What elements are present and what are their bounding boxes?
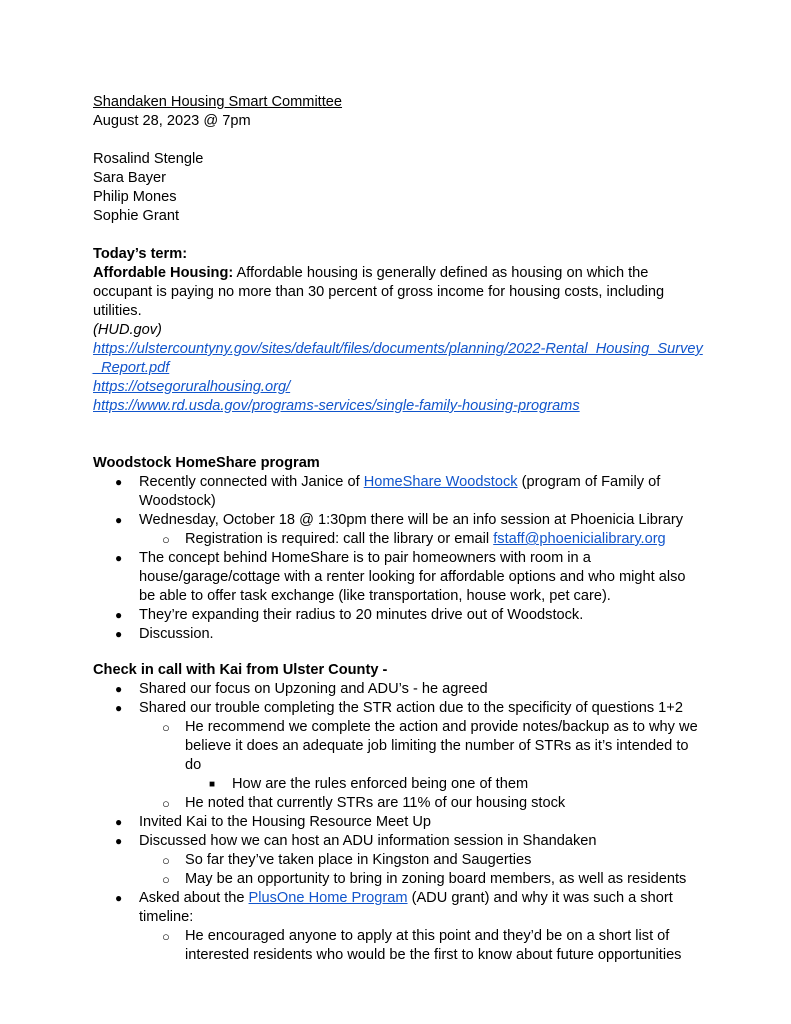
list-item: ● Wednesday, October 18 @ 1:30pm there will be an info session at Phoenicia Library: [115, 512, 684, 528]
attendee: Sophie Grant: [93, 208, 179, 224]
term-heading: Today’s term:: [93, 246, 188, 262]
attendee: Philip Mones: [93, 189, 177, 205]
link-plusone-home-program[interactable]: PlusOne Home Program: [248, 890, 408, 906]
list-item: ○ He encouraged anyone to apply at this point and they’d be on a short list of interested residents who would be the first to know about future opportunities: [162, 928, 682, 963]
list-item: ● The concept behind HomeShare is to pair homeowners with room in a house/garage/cottage with a renter looking for affordable options and who might also be able to offer task exchange (like transportation, house work, pet care).: [115, 550, 686, 604]
term-definition: [93, 264, 703, 321]
link-homeshare-woodstock[interactable]: HomeShare Woodstock: [363, 474, 518, 490]
list-item: ○ So far they’ve taken place in Kingston and Saugerties: [162, 852, 532, 868]
list-item: ■ How are the rules enforced being one of them: [209, 776, 529, 792]
term-source: (HUD.gov): [93, 322, 162, 338]
homeshare-list: [93, 473, 703, 644]
term-name: Affordable Housing:: [93, 265, 234, 281]
term-definition-text: Affordable housing is generally defined as housing on which the occupant is paying no more than 30 percent of gross income for housing costs, including utilities.: [93, 265, 665, 319]
attendee: Rosalind Stengle: [93, 151, 204, 167]
list-item: ● Asked about the PlusOne Home Program (ADU grant) and why it was such a short timeline:: [115, 890, 673, 925]
attendee: Sara Bayer: [93, 170, 167, 186]
email-link[interactable]: fstaff@phoenicialibrary.org: [493, 531, 666, 547]
list-item: ● Discussion.: [115, 626, 214, 642]
checkin-list: [93, 680, 703, 965]
meeting-date: August 28, 2023 @ 7pm: [93, 113, 251, 129]
list-item: ○ May be an opportunity to bring in zoning board members, as well as residents: [162, 871, 687, 887]
list-item: ○ He recommend we complete the action and provide notes/backup as to why we believe it does an adequate job limiting the number of STRs as it’s intended to do: [162, 719, 698, 773]
list-item: ● Discussed how we can host an ADU information session in Shandaken: [115, 833, 597, 849]
document-body: [93, 93, 703, 965]
list-item: ● Recently connected with Janice of HomeShare Woodstock (program of Family of Woodstock): [115, 474, 661, 509]
list-item: ● They’re expanding their radius to 20 minutes drive out of Woodstock.: [115, 607, 584, 623]
link-usda-housing-programs[interactable]: https://www.rd.usda.gov/programs-services/single-family-housing-programs: [93, 398, 580, 414]
list-item: ● Shared our focus on Upzoning and ADU’s - he agreed: [115, 681, 488, 697]
checkin-heading: Check in call with Kai from Ulster County -: [93, 662, 388, 678]
list-item: ○ Registration is required: call the library or email fstaff@phoenicialibrary.org: [162, 531, 666, 547]
link-ulster-rental-survey[interactable]: https://ulstercountyny.gov/sites/default/files/documents/planning/2022-Rental_Housing_Survey_Report.pdf: [93, 341, 703, 376]
list-item: ○ He noted that currently STRs are 11% of our housing stock: [162, 795, 566, 811]
doc-title: Shandaken Housing Smart Committee: [93, 94, 343, 110]
list-item: ● Invited Kai to the Housing Resource Meet Up: [115, 814, 432, 830]
homeshare-heading: Woodstock HomeShare program: [93, 455, 320, 471]
link-otsego-rural-housing[interactable]: https://otsegoruralhousing.org/: [93, 379, 291, 395]
list-item: ● Shared our trouble completing the STR action due to the specificity of questions 1+2: [115, 700, 683, 716]
